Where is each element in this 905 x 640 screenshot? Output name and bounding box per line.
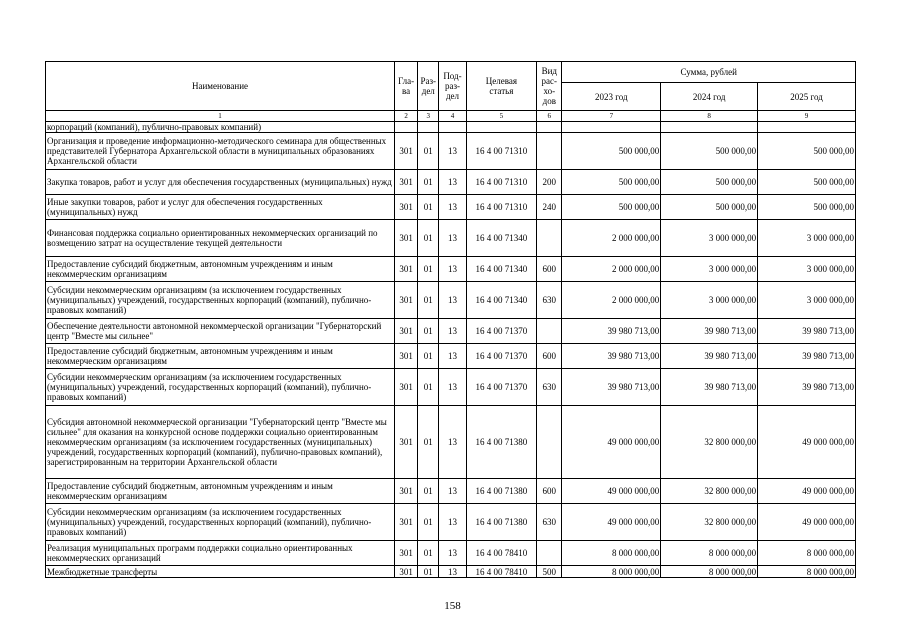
row-section: 01	[418, 133, 439, 170]
table-row	[46, 133, 856, 170]
row-name: Финансовая поддержка социально ориентированных некоммерческих организаций по возмещению затрат на осуществление текущей деятельности	[46, 220, 395, 257]
row-amount-2025: 3 000 000,00	[758, 257, 856, 282]
row-chapter: 301	[395, 566, 418, 578]
row-amount-2024: 32 800 000,00	[661, 479, 758, 504]
row-amount-2025: 39 980 713,00	[758, 369, 856, 406]
row-name: Субсидия автономной некоммерческой организации "Губернаторский центр "Вместе мы сильнее" для оказания на конкурсной основе поддержки социально ориентированным некоммерческим организациям (за исключением государственных (муниципальных) учреждений, государственных корпораций (компаний), публично-правовых компаний), зарегистрированным на территории Архангельской области	[46, 406, 395, 479]
row-amount-2023	[562, 122, 661, 133]
row-target: 16 4 00 71310	[466, 133, 537, 170]
row-target: 16 4 00 71310	[466, 195, 537, 220]
row-target: 16 4 00 71370	[466, 369, 537, 406]
row-amount-2024	[661, 122, 758, 133]
row-name: Предоставление субсидий бюджетным, автономным учреждениям и иным некоммерческим организациям	[46, 257, 395, 282]
row-section: 01	[418, 282, 439, 319]
header-name: Наименование	[46, 62, 395, 111]
row-expense-type: 500	[537, 566, 562, 578]
row-section: 01	[418, 344, 439, 369]
row-chapter: 301	[395, 369, 418, 406]
row-amount-2024: 3 000 000,00	[661, 257, 758, 282]
row-amount-2024: 3 000 000,00	[661, 220, 758, 257]
row-chapter: 301	[395, 406, 418, 479]
row-section: 01	[418, 170, 439, 195]
table-row	[46, 220, 856, 257]
row-subsection: 13	[439, 133, 466, 170]
row-chapter: 301	[395, 170, 418, 195]
header-expense-type: Вид рас- хо- дов	[537, 62, 562, 111]
row-amount-2025: 39 980 713,00	[758, 344, 856, 369]
table-row	[46, 257, 856, 282]
row-amount-2023: 39 980 713,00	[562, 369, 661, 406]
row-amount-2024: 32 800 000,00	[661, 406, 758, 479]
row-target: 16 4 00 71370	[466, 344, 537, 369]
header-section: Раз- дел	[418, 62, 439, 111]
row-target: 16 4 00 71370	[466, 319, 537, 344]
row-target: 16 4 00 71340	[466, 257, 537, 282]
row-expense-type: 200	[537, 170, 562, 195]
column-number: 3	[418, 111, 439, 122]
row-subsection: 13	[439, 257, 466, 282]
row-amount-2024: 500 000,00	[661, 133, 758, 170]
row-target: 16 4 00 71340	[466, 282, 537, 319]
row-chapter: 301	[395, 195, 418, 220]
row-subsection: 13	[439, 406, 466, 479]
row-name: Закупка товаров, работ и услуг для обеспечения государственных (муниципальных) нужд	[46, 170, 395, 195]
row-amount-2025	[758, 122, 856, 133]
row-expense-type: 600	[537, 257, 562, 282]
header-chapter: Гла- ва	[395, 62, 418, 111]
row-amount-2025: 500 000,00	[758, 195, 856, 220]
table-row	[46, 369, 856, 406]
row-section: 01	[418, 319, 439, 344]
table-row	[46, 541, 856, 566]
row-section: 01	[418, 504, 439, 541]
row-subsection: 13	[439, 344, 466, 369]
row-chapter: 301	[395, 282, 418, 319]
row-amount-2024: 3 000 000,00	[661, 282, 758, 319]
row-subsection: 13	[439, 479, 466, 504]
row-amount-2023: 49 000 000,00	[562, 406, 661, 479]
row-chapter: 301	[395, 541, 418, 566]
row-amount-2024: 39 980 713,00	[661, 369, 758, 406]
row-target: 16 4 00 71380	[466, 479, 537, 504]
row-section: 01	[418, 541, 439, 566]
row-target: 16 4 00 78410	[466, 541, 537, 566]
row-amount-2023: 2 000 000,00	[562, 257, 661, 282]
row-expense-type: 630	[537, 282, 562, 319]
row-amount-2025: 49 000 000,00	[758, 406, 856, 479]
row-amount-2024: 500 000,00	[661, 195, 758, 220]
row-subsection: 13	[439, 566, 466, 578]
table-row	[46, 344, 856, 369]
row-subsection: 13	[439, 369, 466, 406]
row-amount-2025: 8 000 000,00	[758, 541, 856, 566]
row-amount-2025: 39 980 713,00	[758, 319, 856, 344]
column-number: 2	[395, 111, 418, 122]
header-target: Целевая статья	[466, 62, 537, 111]
row-subsection: 13	[439, 282, 466, 319]
row-target: 16 4 00 71310	[466, 170, 537, 195]
row-chapter: 301	[395, 257, 418, 282]
budget-table	[45, 61, 856, 578]
row-section: 01	[418, 195, 439, 220]
row-section: 01	[418, 566, 439, 578]
row-section: 01	[418, 220, 439, 257]
row-expense-type: 600	[537, 344, 562, 369]
row-amount-2024: 39 980 713,00	[661, 344, 758, 369]
row-subsection: 13	[439, 170, 466, 195]
page-number: 158	[444, 600, 461, 612]
row-expense-type	[537, 541, 562, 566]
row-target: 16 4 00 71340	[466, 220, 537, 257]
header-year-2025: 2025 год	[758, 83, 856, 111]
column-number: 6	[537, 111, 562, 122]
row-amount-2023: 49 000 000,00	[562, 479, 661, 504]
row-amount-2025: 500 000,00	[758, 133, 856, 170]
table-body	[46, 122, 856, 578]
row-section: 01	[418, 406, 439, 479]
table-row	[46, 479, 856, 504]
column-number: 4	[439, 111, 466, 122]
row-section: 01	[418, 257, 439, 282]
row-name: Субсидии некоммерческим организациям (за исключением государственных (муниципальных) учреждений, государственных корпораций (компаний), публично-правовых компаний)	[46, 282, 395, 319]
row-subsection: 13	[439, 541, 466, 566]
row-expense-type: 630	[537, 504, 562, 541]
row-subsection: 13	[439, 504, 466, 541]
row-chapter: 301	[395, 133, 418, 170]
row-name: Реализация муниципальных программ поддержки социально ориентированных некоммерческих организаций	[46, 541, 395, 566]
row-amount-2023: 2 000 000,00	[562, 282, 661, 319]
row-name: Субсидии некоммерческим организациям (за исключением государственных (муниципальных) учреждений, государственных корпораций (компаний), публично-правовых компаний)	[46, 369, 395, 406]
table-row	[46, 282, 856, 319]
row-subsection: 13	[439, 195, 466, 220]
row-chapter	[395, 122, 418, 133]
header-year-2023: 2023 год	[562, 83, 661, 111]
row-amount-2024: 39 980 713,00	[661, 319, 758, 344]
row-amount-2025: 49 000 000,00	[758, 504, 856, 541]
row-amount-2025: 3 000 000,00	[758, 220, 856, 257]
row-amount-2023: 8 000 000,00	[562, 566, 661, 578]
row-name: корпораций (компаний), публично-правовых компаний)	[46, 122, 395, 133]
row-name: Субсидии некоммерческим организациям (за исключением государственных (муниципальных) учреждений, государственных корпораций (компаний), публично-правовых компаний)	[46, 504, 395, 541]
table-row	[46, 504, 856, 541]
row-target: 16 4 00 78410	[466, 566, 537, 578]
table-row	[46, 195, 856, 220]
row-section: 01	[418, 369, 439, 406]
row-expense-type	[537, 122, 562, 133]
table-row	[46, 566, 856, 578]
row-name: Предоставление субсидий бюджетным, автономным учреждениям и иным некоммерческим организациям	[46, 344, 395, 369]
row-target	[466, 122, 537, 133]
column-number: 7	[562, 111, 661, 122]
column-number-row	[46, 111, 856, 122]
row-amount-2023: 500 000,00	[562, 170, 661, 195]
row-section	[418, 122, 439, 133]
row-subsection: 13	[439, 220, 466, 257]
row-amount-2025: 500 000,00	[758, 170, 856, 195]
row-chapter: 301	[395, 220, 418, 257]
row-section: 01	[418, 479, 439, 504]
header-sum: Сумма, рублей	[562, 62, 856, 83]
row-expense-type: 240	[537, 195, 562, 220]
row-amount-2023: 39 980 713,00	[562, 319, 661, 344]
row-amount-2024: 500 000,00	[661, 170, 758, 195]
table-row	[46, 122, 856, 133]
column-number: 1	[46, 111, 395, 122]
row-name: Предоставление субсидий бюджетным, автономным учреждениям и иным некоммерческим организациям	[46, 479, 395, 504]
row-expense-type	[537, 133, 562, 170]
row-chapter: 301	[395, 319, 418, 344]
row-amount-2025: 3 000 000,00	[758, 282, 856, 319]
row-amount-2025: 49 000 000,00	[758, 479, 856, 504]
row-chapter: 301	[395, 344, 418, 369]
row-name: Иные закупки товаров, работ и услуг для обеспечения государственных (муниципальных) нужд	[46, 195, 395, 220]
row-expense-type	[537, 220, 562, 257]
row-chapter: 301	[395, 504, 418, 541]
row-expense-type	[537, 406, 562, 479]
row-amount-2023: 8 000 000,00	[562, 541, 661, 566]
row-amount-2024: 8 000 000,00	[661, 541, 758, 566]
row-amount-2023: 39 980 713,00	[562, 344, 661, 369]
column-number: 9	[758, 111, 856, 122]
row-amount-2024: 32 800 000,00	[661, 504, 758, 541]
row-amount-2024: 8 000 000,00	[661, 566, 758, 578]
row-amount-2023: 500 000,00	[562, 133, 661, 170]
row-expense-type: 630	[537, 369, 562, 406]
header-year-2024: 2024 год	[661, 83, 758, 111]
header-subsection: Под- раз- дел	[439, 62, 466, 111]
column-number: 8	[661, 111, 758, 122]
column-number: 5	[466, 111, 537, 122]
row-chapter: 301	[395, 479, 418, 504]
row-expense-type: 600	[537, 479, 562, 504]
row-name: Обеспечение деятельности автономной некоммерческой организации "Губернаторский центр "Вместе мы сильнее"	[46, 319, 395, 344]
row-subsection	[439, 122, 466, 133]
table-row	[46, 406, 856, 479]
row-amount-2023: 500 000,00	[562, 195, 661, 220]
row-subsection: 13	[439, 319, 466, 344]
row-amount-2025: 8 000 000,00	[758, 566, 856, 578]
row-name: Организация и проведение информационно-методического семинара для общественных представителей Губернатора Архангельской области в муниципальных образованиях Архангельской области	[46, 133, 395, 170]
row-target: 16 4 00 71380	[466, 504, 537, 541]
row-name: Межбюджетные трансферты	[46, 566, 395, 578]
row-amount-2023: 2 000 000,00	[562, 220, 661, 257]
table-row	[46, 170, 856, 195]
row-target: 16 4 00 71380	[466, 406, 537, 479]
table-row	[46, 319, 856, 344]
row-expense-type	[537, 319, 562, 344]
row-amount-2023: 49 000 000,00	[562, 504, 661, 541]
